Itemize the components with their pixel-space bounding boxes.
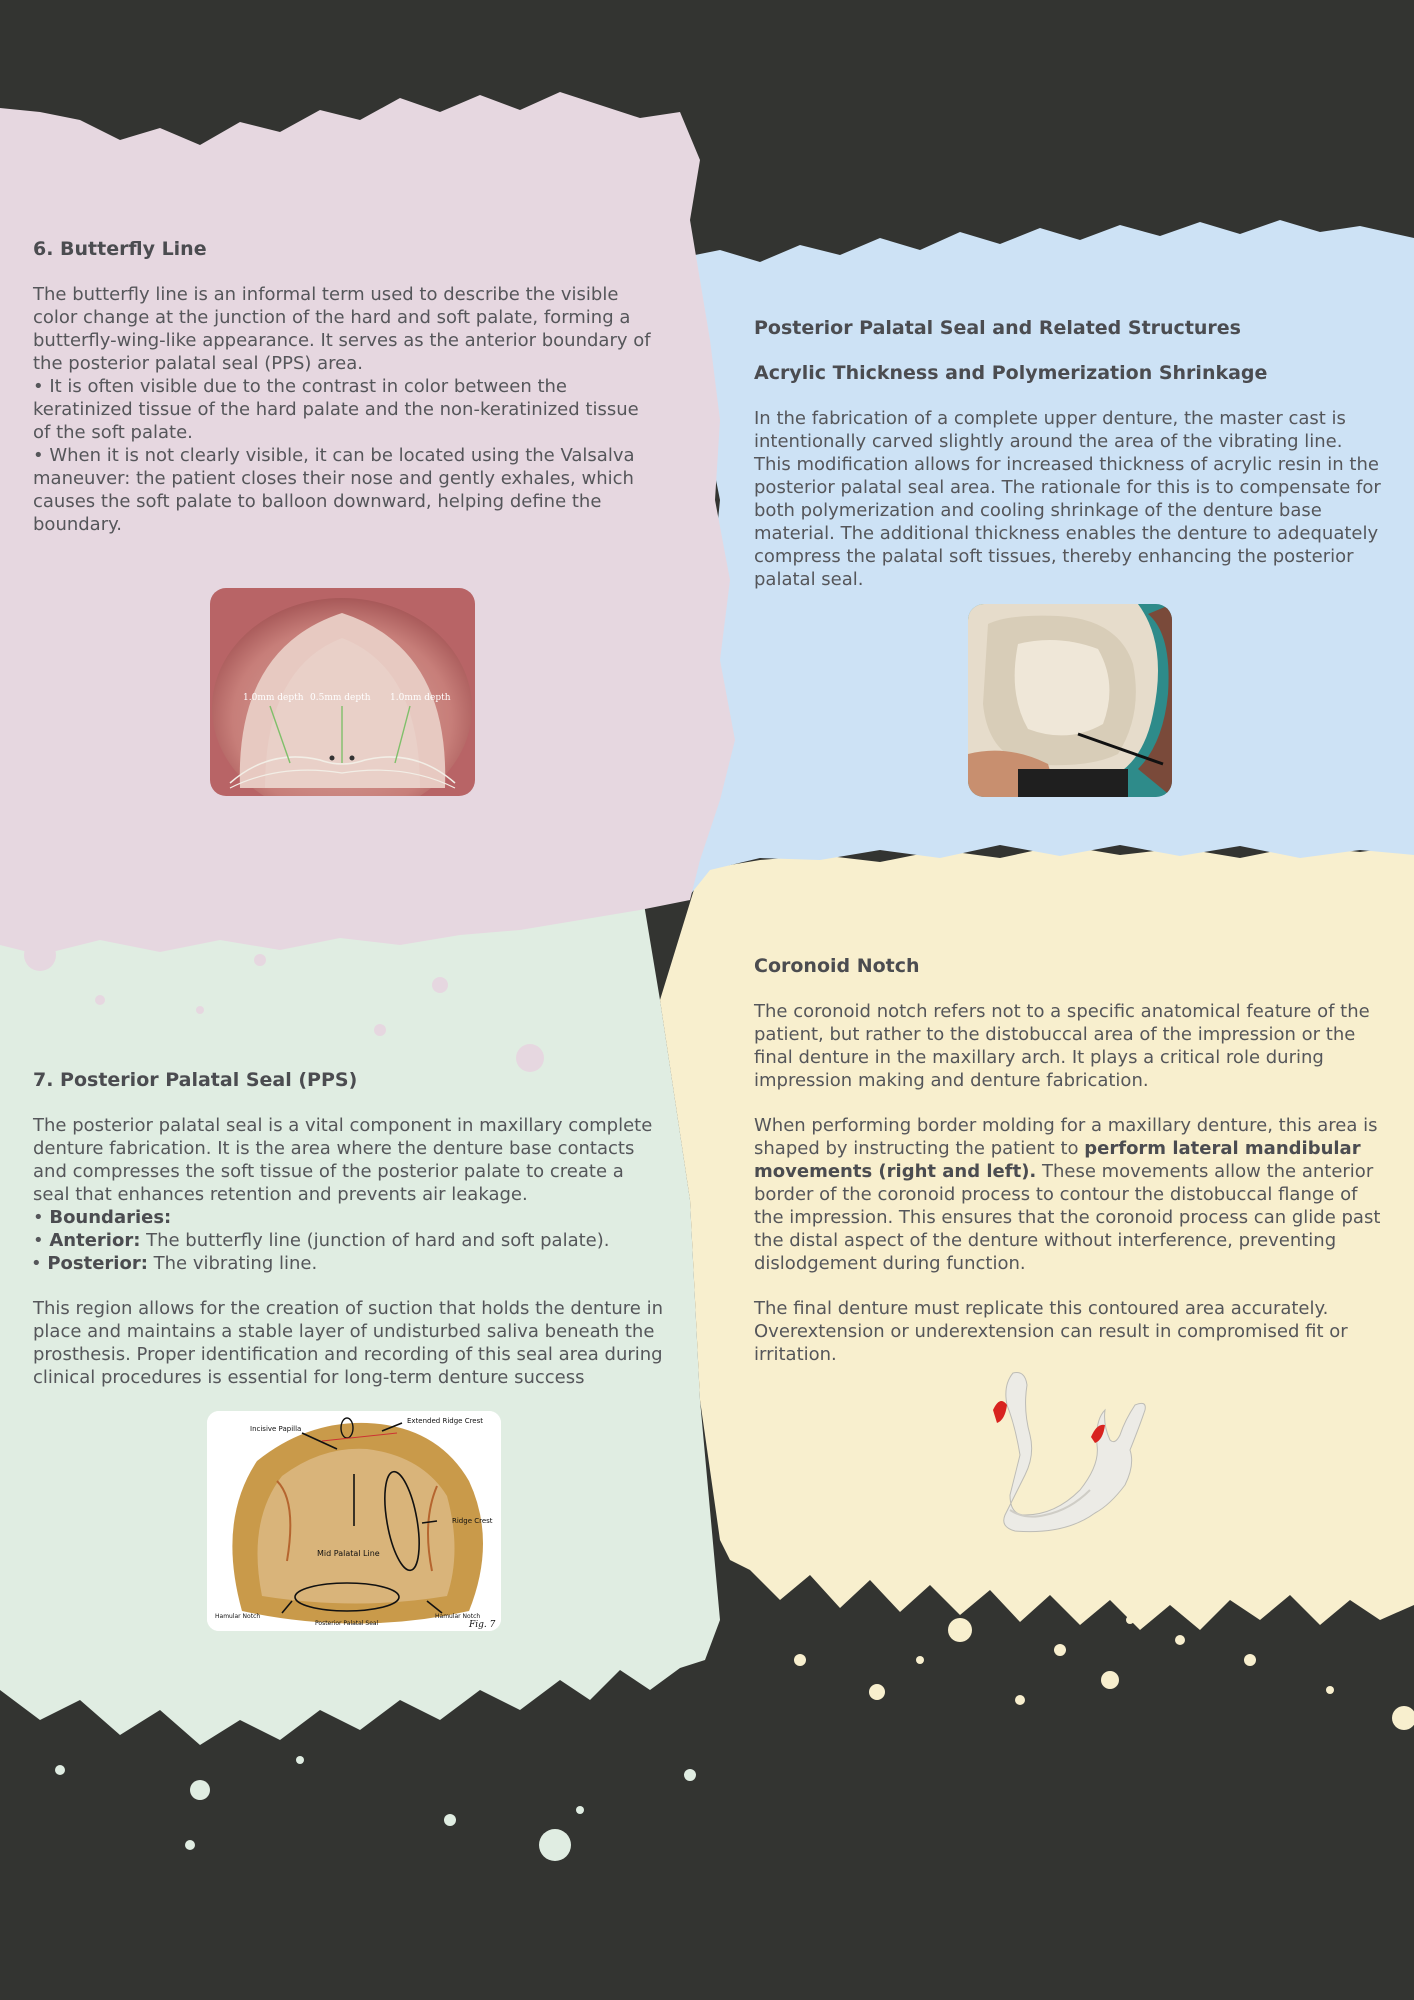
- butterfly-title: 6. Butterfly Line: [33, 238, 207, 260]
- diagram-label-hamular-notch-left: Hamular Notch: [215, 1613, 261, 1620]
- pps-title: 7. Posterior Palatal Seal (PPS): [33, 1069, 358, 1091]
- master-cast-photo: [968, 604, 1172, 797]
- diagram-label-ridge-crest: Ridge Crest: [452, 1517, 493, 1525]
- diagram-fig-label: Fig. 7: [469, 1620, 496, 1630]
- butterfly-section: [33, 237, 658, 536]
- butterfly-bullet-2: • When it is not clearly visible, it can be located using the Valsalva maneuver: the patient closes their nose and gently exhales, which causes the soft palate to balloon downward, helping define the boundary.: [33, 445, 635, 535]
- mandible-illustration: [985, 1365, 1155, 1535]
- butterfly-intro: The butterfly line is an informal term used to describe the visible color change at the junction of the hard and soft palate, forming a butterfly-wing-like appearance. It serves as the anterior boundary of the posterior palatal seal (PPS) area.: [33, 284, 651, 374]
- diagram-label-posterior-palatal-seal: Posterior Palatal Seal: [315, 1620, 379, 1627]
- coronoid-p3: The final denture must replicate this contoured area accurately. Overextension or underextension can result in compromised fit or irritation.: [754, 1298, 1348, 1365]
- pps-section: [33, 1068, 663, 1389]
- diagram-label-incisive-papilla: Incisive Papilla: [250, 1425, 302, 1433]
- pps-anterior: • Anterior: The butterfly line (junction of hard and soft palate).: [33, 1230, 610, 1251]
- pps-anterior-label: Anterior:: [49, 1230, 141, 1251]
- depth-label-left: 1.0mm depth: [243, 693, 304, 703]
- coronoid-p2-bold: perform lateral mandibular movements (right and left).: [754, 1138, 1361, 1182]
- coronoid-title: Coronoid Notch: [754, 955, 920, 977]
- pps-boundaries-label: Boundaries:: [49, 1207, 172, 1228]
- pps-acrylic-body: In the fabrication of a complete upper denture, the master cast is intentionally carved slightly around the area of the vibrating line. This modification allows for increased thickness of acrylic resin in the posterior palatal seal area. The rationale for this is to compensate for both polymerization and cooling shrinkage of the denture base material. The additional thickness enables the denture to adequately compress the palatal soft tissues, thereby enhancing the posterior palatal seal.: [754, 408, 1381, 590]
- coronoid-p1: The coronoid notch refers not to a specific anatomical feature of the patient, but rather to the distobuccal area of the impression or the final denture in the maxillary arch. It plays a critical role during impression making and denture fabrication.: [754, 1001, 1370, 1091]
- depth-label-center: 0.5mm depth: [310, 693, 371, 703]
- pps-posterior: • Posterior: The vibrating line.: [31, 1253, 318, 1274]
- coronoid-p2: When performing border molding for a maxillary denture, this area is shaped by instructing the patient to perform lateral mandibular movements (right and left). These movements allow the anterior border of the coronoid process to contour the distobuccal flange of the impression. This ensures that the coronoid process can glide past the distal aspect of the denture without interference, preventing dislodgement during function.: [754, 1115, 1381, 1274]
- coronoid-section: [754, 954, 1384, 1366]
- pps-posterior-label: Posterior:: [47, 1253, 148, 1274]
- diagram-label-mid-palatal-line: Mid Palatal Line: [317, 1549, 380, 1558]
- palate-depth-photo: [210, 588, 475, 796]
- pps-diagram: [207, 1411, 501, 1631]
- depth-label-right: 1.0mm depth: [390, 693, 451, 703]
- pps-intro: The posterior palatal seal is a vital component in maxillary complete denture fabrication. It is the area where the denture base contacts and compresses the soft tissue of the posterior palate to create a seal that enhances retention and prevents air leakage.: [33, 1115, 653, 1205]
- butterfly-bullet-1: • It is often visible due to the contrast in color between the keratinized tissue of the hard palate and the non-keratinized tissue of the soft palate.: [33, 376, 639, 443]
- pps-acrylic-section: [754, 316, 1384, 591]
- pps-boundaries: • Boundaries:: [33, 1207, 172, 1228]
- pps-acrylic-subtitle: Acrylic Thickness and Polymerization Shrinkage: [754, 362, 1268, 384]
- pps-closing: This region allows for the creation of suction that holds the denture in place and maintains a stable layer of undisturbed saliva beneath the prosthesis. Proper identification and recording of this seal area during clinical procedures is essential for long-term denture success: [33, 1298, 663, 1388]
- diagram-label-extended-ridge-crest: Extended Ridge Crest: [407, 1417, 484, 1425]
- pps-acrylic-title: Posterior Palatal Seal and Related Structures: [754, 317, 1241, 339]
- diagram-label-hamular-notch-right: Hamular Notch: [435, 1613, 481, 1620]
